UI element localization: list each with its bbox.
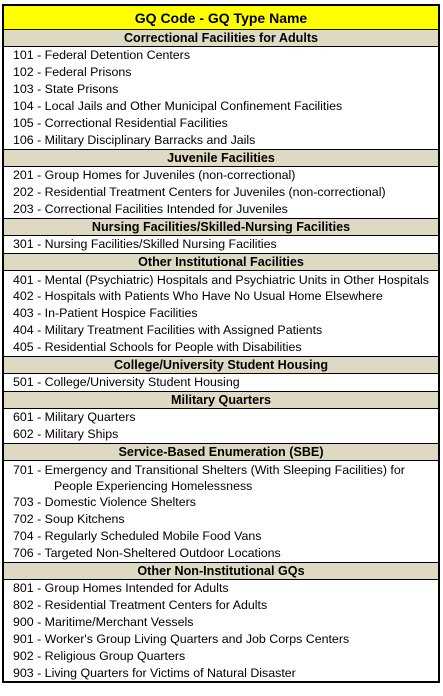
- gq-type-row: 900 - Maritime/Merchant Vessels: [13, 615, 194, 629]
- gq-type-row: 105 - Correctional Residential Facilities: [13, 116, 228, 130]
- gq-type-row: 501 - College/University Student Housing: [13, 375, 240, 389]
- gq-type-row: 706 - Targeted Non-Sheltered Outdoor Locations: [13, 546, 281, 560]
- section-heading: College/University Student Housing: [4, 356, 438, 374]
- section-heading: Correctional Facilities for Adults: [4, 30, 438, 47]
- gq-type-row: 802 - Residential Treatment Centers for Adults: [13, 598, 268, 612]
- gq-type-row: 703 - Domestic Violence Shelters: [13, 495, 196, 509]
- gq-type-row: 402 - Hospitals with Patients Who Have No Usual Home Elsewhere: [13, 289, 383, 303]
- section-heading: Other Non-Institutional GQs: [4, 562, 438, 580]
- gq-type-table: [2, 4, 440, 683]
- gq-type-row: 103 - State Prisons: [13, 82, 119, 96]
- gq-type-row: 403 - In-Patient Hospice Facilities: [13, 306, 198, 320]
- section-4: [4, 253, 438, 356]
- gq-type-row: 404 - Military Treatment Facilities with Assigned Patients: [13, 323, 323, 337]
- gq-type-row: 701 - Emergency and Transitional Shelters (With Sleeping Facilities) for People Experiencing Homelessness: [13, 463, 405, 493]
- section-8: [4, 562, 438, 681]
- table-body: [4, 30, 438, 681]
- gq-type-row: 602 - Military Ships: [13, 427, 119, 441]
- gq-type-row: 601 - Military Quarters: [13, 410, 136, 424]
- gq-type-row: 101 - Federal Detention Centers: [13, 48, 191, 62]
- gq-type-row: 203 - Correctional Facilities Intended for Juveniles: [13, 202, 288, 216]
- gq-type-row: 702 - Soup Kitchens: [13, 512, 125, 526]
- gq-type-row: 102 - Federal Prisons: [13, 65, 132, 79]
- gq-type-row: 301 - Nursing Facilities/Skilled Nursing Facilities: [13, 237, 277, 251]
- gq-type-row: 704 - Regularly Scheduled Mobile Food Vans: [13, 529, 262, 543]
- gq-type-row: 201 - Group Homes for Juveniles (non-correctional): [13, 168, 296, 182]
- gq-type-row: 405 - Residential Schools for People with Disabilities: [13, 340, 302, 354]
- gq-type-row: 903 - Living Quarters for Victims of Natural Disaster: [13, 666, 296, 680]
- gq-type-row: 202 - Residential Treatment Centers for Juveniles (non-correctional): [13, 185, 386, 199]
- gq-type-row: 106 - Military Disciplinary Barracks and Jails: [13, 133, 256, 147]
- section-heading: Other Institutional Facilities: [4, 253, 438, 271]
- section-7: [4, 443, 438, 562]
- section-2: [4, 149, 438, 218]
- section-1: [4, 30, 438, 149]
- gq-type-row: 401 - Mental (Psychiatric) Hospitals and Psychiatric Units in Other Hospitals: [13, 273, 429, 287]
- table-title: GQ Code - GQ Type Name: [4, 6, 438, 30]
- section-heading: Juvenile Facilities: [4, 149, 438, 167]
- gq-type-row: 901 - Worker's Group Living Quarters and Job Corps Centers: [13, 632, 350, 646]
- section-3: [4, 218, 438, 253]
- gq-type-row: 104 - Local Jails and Other Municipal Confinement Facilities: [13, 99, 343, 113]
- section-heading: Military Quarters: [4, 391, 438, 409]
- gq-type-row: 902 - Religious Group Quarters: [13, 649, 186, 663]
- section-5: [4, 356, 438, 391]
- section-heading: Service-Based Enumeration (SBE): [4, 443, 438, 461]
- gq-type-row: 801 - Group Homes Intended for Adults: [13, 581, 229, 595]
- section-6: [4, 391, 438, 443]
- section-heading: Nursing Facilities/Skilled-Nursing Facilities: [4, 218, 438, 236]
